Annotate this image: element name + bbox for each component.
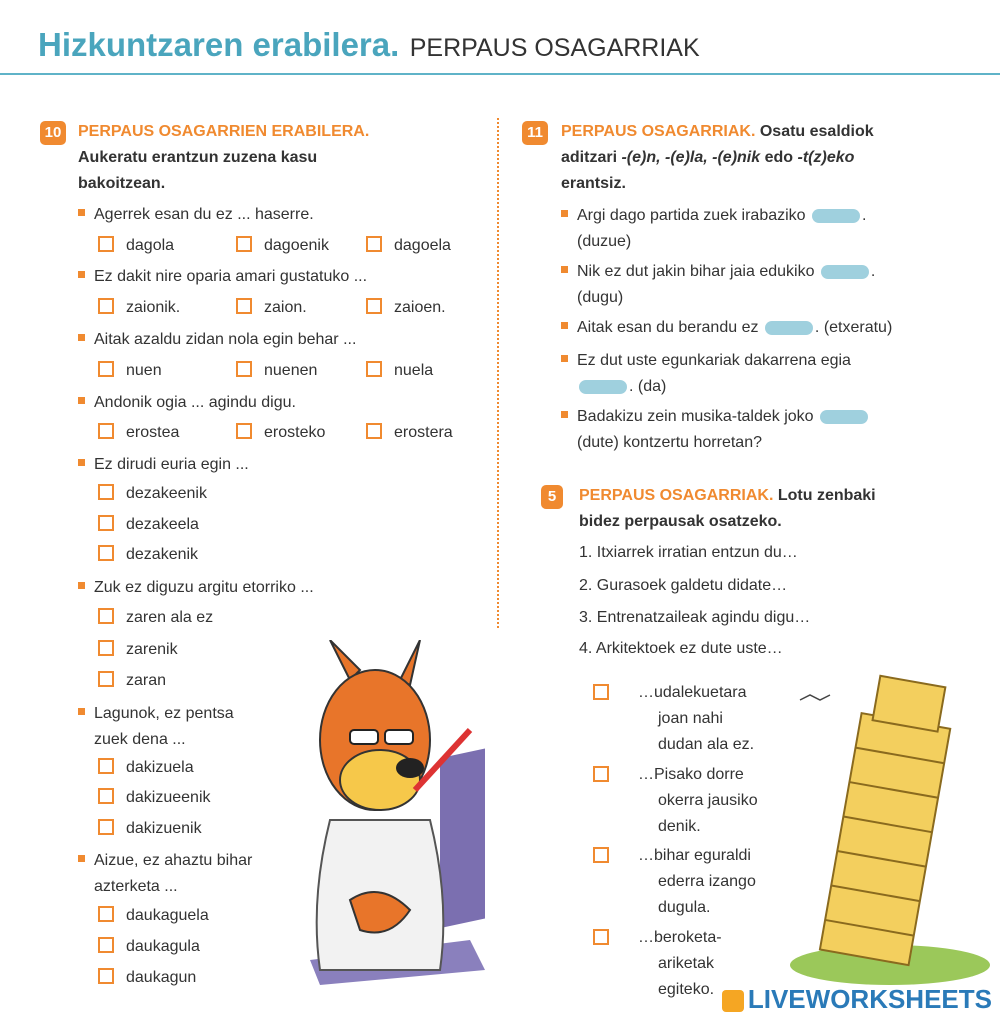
bullet bbox=[78, 271, 85, 278]
bullet bbox=[78, 397, 85, 404]
match-phrase-1: …udalekuetara joan nahi dudan ala ez. bbox=[638, 684, 755, 753]
q7-option-1[interactable]: dakizuela bbox=[98, 759, 194, 777]
s1-sentence: Argi dago partida zuek irabaziko . (duzue) bbox=[561, 203, 981, 255]
checkbox[interactable] bbox=[98, 236, 114, 252]
checkbox[interactable] bbox=[98, 937, 114, 953]
match-phrase-3: …bihar eguraldi ederra izango dugula. bbox=[638, 847, 756, 916]
checkbox[interactable] bbox=[98, 423, 114, 439]
q5-text: Ez dirudi euria egin ... bbox=[78, 456, 249, 474]
q5-option-1[interactable]: dezakeenik bbox=[98, 485, 207, 503]
bullet bbox=[78, 708, 85, 715]
checkbox[interactable] bbox=[98, 608, 114, 624]
checkbox[interactable] bbox=[98, 968, 114, 984]
q6-option-1[interactable]: zaren ala ez bbox=[98, 609, 213, 627]
q2-text: Ez dakit nire oparia amari gustatuko ... bbox=[78, 268, 367, 286]
q4-option-1[interactable]: erostea bbox=[98, 424, 179, 442]
s5-sentence: Badakizu zein musika-taldek joko (dute) kontzertu horretan? bbox=[561, 404, 981, 456]
exercise-10-instr2: bakoitzean. bbox=[78, 175, 166, 192]
match-box-4[interactable] bbox=[593, 929, 609, 945]
exercise-5-badge: 5 bbox=[541, 485, 563, 509]
checkbox[interactable] bbox=[366, 298, 382, 314]
glasses-right bbox=[385, 730, 413, 744]
checkbox[interactable] bbox=[236, 236, 252, 252]
glasses-left bbox=[350, 730, 378, 744]
checkbox[interactable] bbox=[98, 640, 114, 656]
s4-sentence: Ez dut uste egunkariak dakarrena egia . (da) bbox=[561, 348, 981, 400]
bullet bbox=[561, 322, 568, 329]
checkbox[interactable] bbox=[98, 671, 114, 687]
q3-option-3[interactable]: nuela bbox=[366, 362, 433, 380]
q1-option-3[interactable]: dagoela bbox=[366, 237, 451, 255]
checkbox[interactable] bbox=[98, 361, 114, 377]
title-sub: PERPAUS OSAGARRIAK bbox=[409, 34, 700, 62]
q5-option-3[interactable]: dezakenik bbox=[98, 546, 198, 564]
bullet bbox=[78, 855, 85, 862]
bullet bbox=[561, 355, 568, 362]
ex5-item-4: 4. Arkitektoek ez dute uste… bbox=[579, 640, 783, 657]
q8-option-1[interactable]: daukaguela bbox=[98, 907, 209, 925]
s5-blank[interactable] bbox=[820, 410, 868, 424]
match-phrase-4: …beroketa- ariketak egiteko. bbox=[638, 929, 722, 998]
bullet bbox=[561, 411, 568, 418]
q2-option-1[interactable]: zaionik. bbox=[98, 299, 180, 317]
exercise-10-title: PERPAUS OSAGARRIEN ERABILERA. bbox=[78, 123, 370, 140]
pisa-tower-illustration bbox=[780, 660, 995, 990]
q7-option-3[interactable]: dakizuenik bbox=[98, 820, 202, 838]
s2-blank[interactable] bbox=[821, 265, 869, 279]
exercise-11-badge: 11 bbox=[522, 121, 548, 145]
tower bbox=[820, 674, 957, 965]
bullet bbox=[78, 459, 85, 466]
s2-sentence: Nik ez dut jakin bihar jaia edukiko . (dugu) bbox=[561, 259, 981, 311]
exercise-10-heading bbox=[78, 119, 478, 197]
checkbox[interactable] bbox=[236, 298, 252, 314]
match-phrase-2: …Pisako dorre okerra jausiko denik. bbox=[638, 766, 758, 835]
ex5-item-2: 2. Gurasoek galdetu didate… bbox=[579, 577, 788, 594]
q6-text: Zuk ez diguzu argitu etorriko ... bbox=[78, 579, 314, 597]
q4-text: Andonik ogia ... agindu digu. bbox=[78, 394, 296, 412]
checkbox[interactable] bbox=[98, 545, 114, 561]
q2-option-3[interactable]: zaioen. bbox=[366, 299, 446, 317]
exercise-5-heading: PERPAUS OSAGARRIAK. Lotu zenbaki bidez perpausak osatzeko. bbox=[579, 487, 876, 530]
exercise-11-heading: PERPAUS OSAGARRIAK. Osatu esaldiok aditzari -(e)n, -(e)la, -(e)nik edo -t(z)eko erantsiz. bbox=[561, 123, 874, 192]
q1-option-2[interactable]: dagoenik bbox=[236, 237, 329, 255]
checkbox[interactable] bbox=[366, 423, 382, 439]
q7-option-2[interactable]: dakizueenik bbox=[98, 789, 211, 807]
bullet bbox=[78, 334, 85, 341]
checkbox[interactable] bbox=[366, 361, 382, 377]
q2-option-2[interactable]: zaion. bbox=[236, 299, 307, 317]
laptop-screen bbox=[440, 749, 485, 929]
checkbox[interactable] bbox=[98, 298, 114, 314]
checkbox[interactable] bbox=[366, 236, 382, 252]
s3-blank[interactable] bbox=[765, 321, 813, 335]
checkbox[interactable] bbox=[98, 819, 114, 835]
match-box-1[interactable] bbox=[593, 684, 609, 700]
q3-option-1[interactable]: nuen bbox=[98, 362, 162, 380]
watermark: LIVEWORKSHEETS bbox=[722, 984, 992, 1015]
q4-option-2[interactable]: erosteko bbox=[236, 424, 325, 442]
checkbox[interactable] bbox=[236, 361, 252, 377]
checkbox[interactable] bbox=[236, 423, 252, 439]
q1-option-1[interactable]: dagola bbox=[98, 237, 174, 255]
header-rule bbox=[0, 73, 1000, 75]
s4-blank[interactable] bbox=[579, 380, 627, 394]
q3-text: Aitak azaldu zidan nola egin behar ... bbox=[78, 331, 356, 349]
column-divider bbox=[497, 118, 499, 628]
s3-sentence: Aitak esan du berandu ez . (etxeratu) bbox=[561, 315, 991, 341]
match-box-2[interactable] bbox=[593, 766, 609, 782]
bullet bbox=[561, 210, 568, 217]
title-main: Hizkuntzaren erabilera. bbox=[38, 26, 400, 63]
bullet bbox=[561, 266, 568, 273]
q6-option-2[interactable]: zarenik bbox=[98, 641, 178, 659]
q7-text: Lagunok, ez pentsa zuek dena ... bbox=[78, 701, 234, 753]
checkbox[interactable] bbox=[98, 515, 114, 531]
page-title bbox=[38, 26, 700, 64]
checkbox[interactable] bbox=[98, 906, 114, 922]
checkbox[interactable] bbox=[98, 758, 114, 774]
q4-option-3[interactable]: erostera bbox=[366, 424, 453, 442]
fox-nose bbox=[396, 758, 424, 778]
s1-blank[interactable] bbox=[812, 209, 860, 223]
exercise-10-badge: 10 bbox=[40, 121, 66, 145]
checkbox[interactable] bbox=[98, 788, 114, 804]
q8-option-3[interactable]: daukagun bbox=[98, 969, 196, 987]
birds bbox=[800, 695, 830, 700]
q8-option-2[interactable]: daukagula bbox=[98, 938, 200, 956]
bullet bbox=[78, 582, 85, 589]
q1-text: Agerrek esan du ez ... haserre. bbox=[78, 206, 314, 224]
q8-text: Aizue, ez ahaztu bihar azterketa ... bbox=[78, 848, 252, 900]
ex5-item-1: 1. Itxiarrek irratian entzun du… bbox=[579, 544, 798, 561]
checkbox[interactable] bbox=[98, 484, 114, 500]
liveworksheets-logo-icon bbox=[722, 990, 744, 1012]
ex5-item-3: 3. Entrenatzaileak agindu digu… bbox=[579, 609, 811, 626]
match-box-3[interactable] bbox=[593, 847, 609, 863]
fox-ear-right bbox=[400, 640, 420, 685]
q3-option-2[interactable]: nuenen bbox=[236, 362, 317, 380]
bullet bbox=[78, 209, 85, 216]
q6-option-3[interactable]: zaran bbox=[98, 672, 166, 690]
exercise-10-instr1: Aukeratu erantzun zuzena kasu bbox=[78, 149, 318, 166]
q5-option-2[interactable]: dezakeela bbox=[98, 516, 199, 534]
fox-illustration bbox=[290, 640, 490, 990]
